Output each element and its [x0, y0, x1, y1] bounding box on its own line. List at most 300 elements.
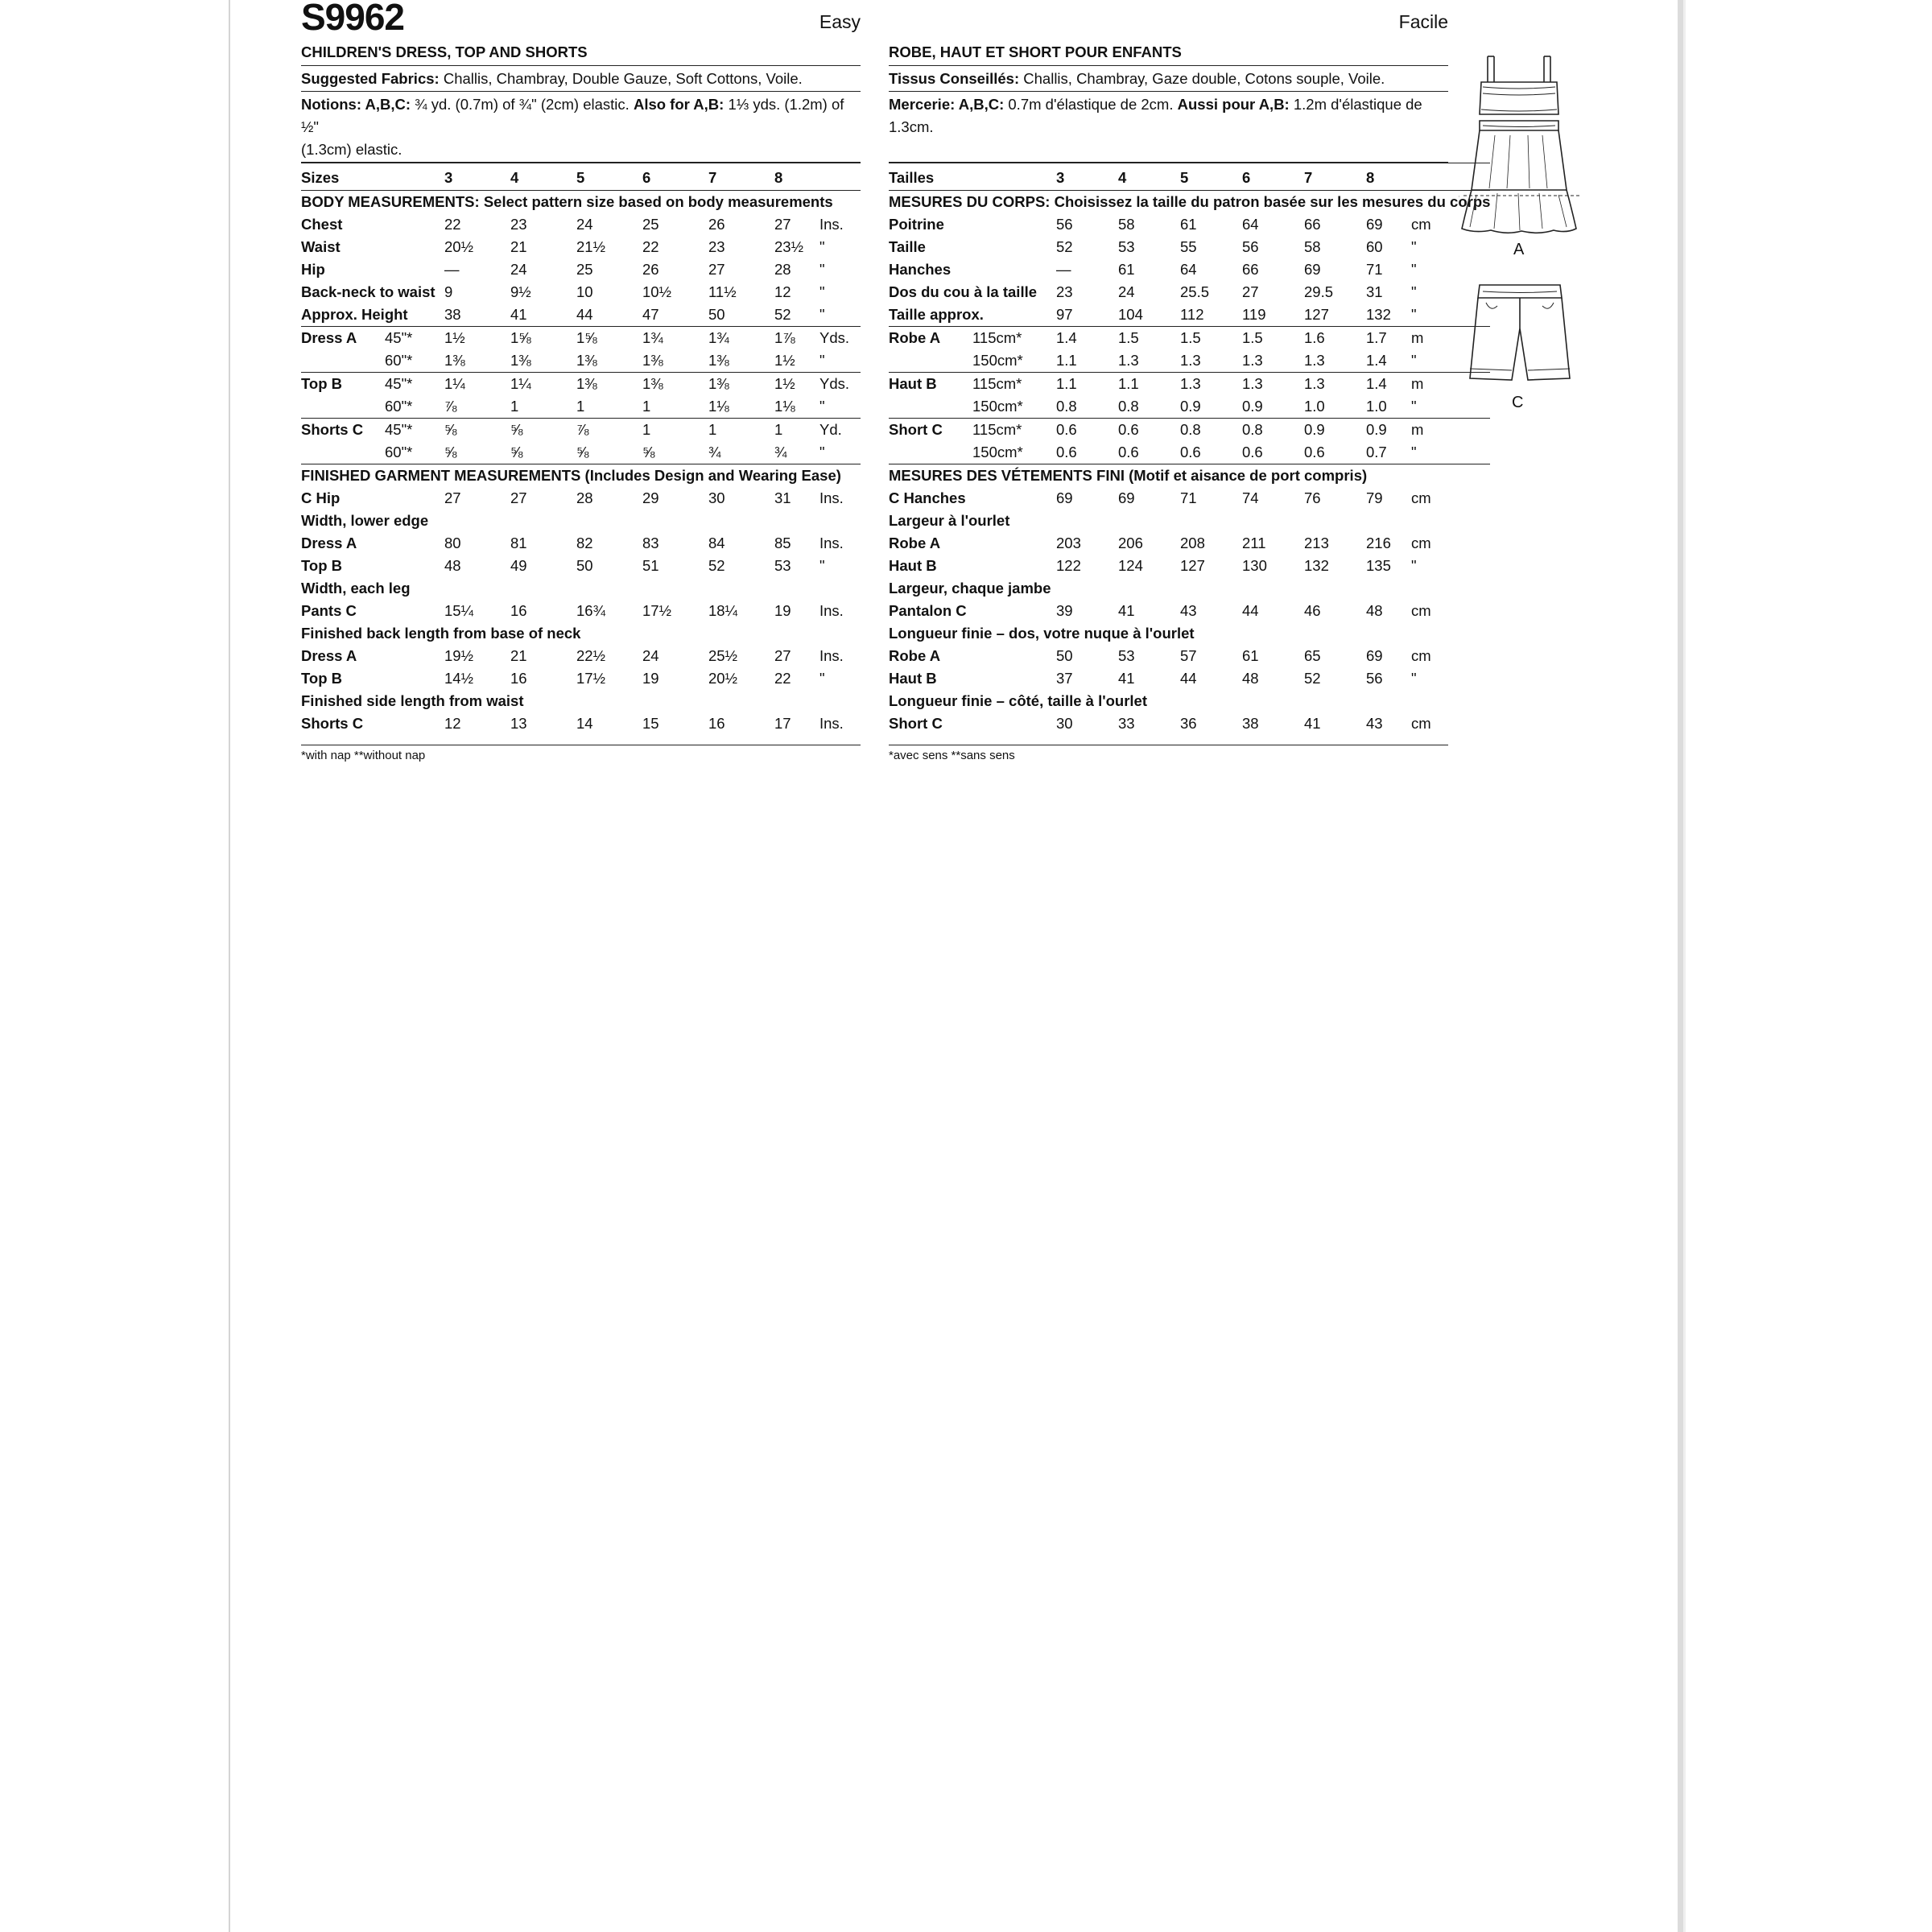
spacer-cell: [889, 395, 972, 419]
unit-cell: Ins.: [819, 602, 844, 619]
value-cell: 69: [1118, 489, 1135, 506]
french-measurement-table: [889, 163, 1490, 735]
body-measurement-row: [889, 303, 1490, 327]
finished-subheading: Longueur finie – dos, votre nuque à l'ourlet: [889, 625, 1195, 642]
body-measurements-heading-row: [301, 191, 861, 214]
unit-cell: m: [1411, 373, 1490, 396]
body-measurements-heading-row: [889, 191, 1490, 214]
notions-label-fr: Mercerie: A,B,C:: [889, 96, 1005, 113]
row-label: Short C: [889, 715, 943, 732]
fabric-width: 60"*: [385, 398, 413, 415]
value-cell: 56: [1366, 670, 1383, 687]
value-cell: 52: [708, 557, 725, 574]
value-cell: 1: [708, 419, 774, 442]
value-cell: 57: [1180, 647, 1197, 664]
value-cell: 0.6: [1304, 444, 1325, 460]
finished-measurement-row: [889, 667, 1490, 690]
unit-cell: cm: [1411, 715, 1431, 732]
unit-cell: ": [1411, 283, 1417, 300]
finished-subheading: Largeur à l'ourlet: [889, 512, 1010, 529]
row-label: Top B: [301, 557, 343, 574]
finished-measurements-heading: FINISHED GARMENT MEASUREMENTS (Includes Design and Wearing Ease): [301, 464, 861, 488]
unit-cell: Ins.: [819, 489, 844, 506]
value-cell: 1¾: [708, 327, 774, 350]
yardage-row: [301, 327, 861, 350]
value-cell: 23: [1056, 283, 1073, 300]
value-cell: 16: [510, 602, 527, 619]
unit-cell: Ins.: [819, 647, 844, 664]
unit-cell: ": [1411, 261, 1417, 278]
value-cell: 0.9: [1304, 419, 1366, 442]
value-cell: 41: [510, 306, 527, 323]
size-header: 8: [774, 163, 819, 191]
row-label: Pantalon C: [889, 602, 967, 619]
unit-cell: ": [1411, 306, 1417, 323]
value-cell: 71: [1180, 489, 1197, 506]
row-label: Dos du cou à la taille: [889, 283, 1038, 300]
value-cell: 53: [1118, 238, 1135, 255]
size-header: 4: [510, 163, 576, 191]
size-header: 7: [1304, 163, 1366, 191]
value-cell: 39: [1056, 602, 1073, 619]
value-cell: 127: [1304, 306, 1329, 323]
unit-cell: ": [819, 352, 825, 369]
value-cell: ¾: [774, 444, 787, 460]
value-cell: 1¼: [444, 373, 510, 396]
value-cell: 1.0: [1304, 398, 1325, 415]
body-measurement-row: [301, 236, 861, 258]
row-label: C Hip: [301, 489, 341, 506]
row-label: Chest: [301, 216, 343, 233]
value-cell: 0.9: [1180, 398, 1201, 415]
label-a: A: [1513, 241, 1525, 258]
value-cell: 41: [1118, 602, 1135, 619]
value-cell: 1: [510, 398, 519, 415]
value-cell: 21: [510, 647, 527, 664]
value-cell: 1½: [774, 373, 819, 396]
notions-text-2-fr: 1.2m d'élastique de 1.3cm.: [889, 96, 1422, 135]
finished-measurement-row: [889, 712, 1490, 735]
value-cell: 1⅜: [708, 373, 774, 396]
value-cell: 11½: [708, 283, 737, 300]
fabric-width: 115cm*: [972, 327, 1056, 350]
value-cell: ⅞: [444, 398, 457, 415]
unit-cell: Yds.: [819, 373, 861, 396]
unit-cell: Ins.: [819, 535, 844, 551]
value-cell: 25½: [708, 647, 738, 664]
value-cell: 19: [642, 670, 659, 687]
row-label: Back-neck to waist: [301, 283, 436, 300]
row-label: Shorts C: [301, 715, 364, 732]
unit-cell: ": [1411, 670, 1417, 687]
value-cell: 1.6: [1304, 327, 1366, 350]
french-header: [889, 0, 1448, 39]
value-cell: 15¼: [444, 602, 474, 619]
value-cell: 56: [1056, 216, 1073, 233]
row-label: Waist: [301, 238, 341, 255]
value-cell: 61: [1180, 216, 1197, 233]
value-cell: 74: [1242, 489, 1259, 506]
value-cell: 30: [708, 489, 725, 506]
value-cell: 1.1: [1118, 373, 1180, 396]
finished-subheading: Width, each leg: [301, 580, 411, 597]
value-cell: 28: [774, 261, 791, 278]
value-cell: 36: [1180, 715, 1197, 732]
value-cell: 12: [774, 283, 791, 300]
value-cell: 27: [774, 647, 791, 664]
yardage-row: [301, 373, 861, 396]
value-cell: 213: [1304, 535, 1329, 551]
unit-cell: cm: [1411, 535, 1431, 551]
row-label: Robe A: [889, 647, 941, 664]
value-cell: 23: [510, 216, 527, 233]
value-cell: 49: [510, 557, 527, 574]
value-cell: 1¼: [510, 373, 576, 396]
finished-measurements-heading: MESURES DES VÉTEMENTS FINI (Motif et aisance de port compris): [889, 464, 1490, 488]
unit-cell: m: [1411, 327, 1490, 350]
unit-cell: ": [1411, 398, 1417, 415]
fabric-width: 115cm*: [972, 419, 1056, 442]
yardage-row: [889, 395, 1490, 419]
size-header: 7: [708, 163, 774, 191]
value-cell: 1¾: [642, 327, 708, 350]
value-cell: 28: [576, 489, 593, 506]
difficulty-level-fr: Facile: [1398, 11, 1448, 32]
unit-cell: ": [819, 670, 825, 687]
body-measurement-row: [889, 281, 1490, 303]
finished-heading-row: [889, 464, 1490, 488]
pattern-code: S9962: [301, 0, 405, 38]
sizes-row: [301, 163, 861, 191]
value-cell: 0.8: [1242, 419, 1304, 442]
unit-cell: ": [819, 261, 825, 278]
unit-cell: cm: [1411, 647, 1431, 664]
body-measurement-row: [301, 258, 861, 281]
value-cell: ⅝: [642, 444, 655, 460]
value-cell: 52: [1056, 238, 1073, 255]
value-cell: 1⅜: [444, 352, 465, 369]
value-cell: 132: [1366, 306, 1391, 323]
body-measurement-row: [301, 303, 861, 327]
value-cell: 19½: [444, 647, 474, 664]
size-header: 6: [642, 163, 708, 191]
value-cell: 1.3: [1242, 352, 1263, 369]
value-cell: 26: [642, 261, 659, 278]
row-label: Haut B: [889, 670, 937, 687]
value-cell: 60: [1366, 238, 1383, 255]
yardage-row: [889, 373, 1490, 396]
row-label: Approx. Height: [301, 306, 408, 323]
value-cell: 1: [576, 398, 585, 415]
dress-top-illustration: [1462, 56, 1579, 233]
value-cell: 27: [510, 489, 527, 506]
spacer-cell: [301, 441, 385, 464]
value-cell: 97: [1056, 306, 1073, 323]
size-header: 6: [1242, 163, 1304, 191]
value-cell: 124: [1118, 557, 1143, 574]
size-header: 3: [444, 163, 510, 191]
value-cell: 33: [1118, 715, 1135, 732]
shorts-illustration: [1470, 285, 1570, 380]
unit-cell: ": [819, 444, 825, 460]
yardage-row: [889, 419, 1490, 442]
unit-cell: ": [819, 557, 825, 574]
value-cell: —: [444, 261, 460, 278]
yardage-row: [889, 441, 1490, 464]
value-cell: 29.5: [1304, 283, 1334, 300]
value-cell: ⅝: [510, 444, 523, 460]
value-cell: 0.8: [1180, 419, 1242, 442]
finished-measurement-row: [889, 600, 1490, 622]
value-cell: 16: [510, 670, 527, 687]
value-cell: 25: [642, 216, 659, 233]
value-cell: 1.5: [1242, 327, 1304, 350]
row-label: Dress A: [301, 535, 357, 551]
value-cell: 81: [510, 535, 527, 551]
value-cell: 122: [1056, 557, 1081, 574]
value-cell: 1⅜: [576, 352, 597, 369]
value-cell: 82: [576, 535, 593, 551]
finished-measurement-row: [301, 487, 861, 510]
value-cell: 53: [1118, 647, 1135, 664]
value-cell: 43: [1180, 602, 1197, 619]
french-column: [889, 0, 1491, 762]
spacer-cell: [972, 163, 1056, 191]
fabric-width: 150cm*: [972, 444, 1023, 460]
body-measurement-row: [301, 213, 861, 236]
value-cell: 0.6: [1118, 444, 1139, 460]
value-cell: 53: [774, 557, 791, 574]
value-cell: 50: [576, 557, 593, 574]
value-cell: 66: [1242, 261, 1259, 278]
garment-label: Shorts C: [301, 419, 385, 442]
notions-text-2: 1⅓ yds. (1.2m) of ½": [301, 96, 844, 135]
finished-measurement-row: [301, 667, 861, 690]
notions-also-label-fr: Aussi pour A,B:: [1177, 96, 1290, 113]
value-cell: 1: [774, 419, 819, 442]
suggested-fabrics: [301, 66, 861, 92]
value-cell: 1.4: [1056, 327, 1118, 350]
value-cell: 48: [1366, 602, 1383, 619]
sheet-left-edge: [229, 0, 230, 1932]
spacer-cell: [301, 395, 385, 419]
value-cell: 127: [1180, 557, 1205, 574]
yardage-row: [301, 349, 861, 373]
value-cell: 24: [1118, 283, 1135, 300]
row-label: Hanches: [889, 261, 952, 278]
finished-subheading: Largeur, chaque jambe: [889, 580, 1051, 597]
unit-cell: Yd.: [819, 419, 861, 442]
value-cell: 56: [1242, 238, 1259, 255]
value-cell: 0.6: [1056, 419, 1118, 442]
value-cell: 47: [642, 306, 659, 323]
value-cell: 50: [708, 306, 725, 323]
fabrics-text: Challis, Chambray, Double Gauze, Soft Cottons, Voile.: [443, 70, 803, 87]
finished-measurement-row: [301, 600, 861, 622]
value-cell: 1.1: [1056, 373, 1118, 396]
value-cell: 23: [708, 238, 725, 255]
row-label: Taille approx.: [889, 306, 984, 323]
english-header: [301, 0, 861, 39]
finished-subheading: Longueur finie – côté, taille à l'ourlet: [889, 692, 1148, 709]
value-cell: 17½: [642, 602, 672, 619]
fabric-width: 150cm*: [972, 398, 1023, 415]
value-cell: 104: [1118, 306, 1143, 323]
value-cell: 1.0: [1366, 398, 1387, 415]
value-cell: 1.3: [1118, 352, 1139, 369]
value-cell: 13: [510, 715, 527, 732]
value-cell: 0.6: [1118, 419, 1180, 442]
value-cell: 1⅜: [708, 352, 729, 369]
value-cell: 1.5: [1180, 327, 1242, 350]
value-cell: 66: [1304, 216, 1321, 233]
finished-measurement-row: [301, 712, 861, 735]
fabric-width: 45"*: [385, 373, 444, 396]
size-header: 4: [1118, 163, 1180, 191]
fabrics-text-fr: Challis, Chambray, Gaze double, Cotons souple, Voile.: [1023, 70, 1385, 87]
footnote-fr: *avec sens **sans sens: [889, 745, 1448, 762]
pattern-title: CHILDREN'S DRESS, TOP AND SHORTS: [301, 39, 861, 66]
value-cell: 216: [1366, 535, 1391, 551]
value-cell: 31: [774, 489, 791, 506]
value-cell: 0.6: [1180, 444, 1201, 460]
finished-measurement-row: [889, 577, 1490, 600]
sheet-right-edge: [1678, 0, 1683, 1932]
value-cell: 19: [774, 602, 791, 619]
value-cell: 1.3: [1180, 373, 1242, 396]
value-cell: 10: [576, 283, 593, 300]
unit-cell: cm: [1411, 602, 1431, 619]
value-cell: 25.5: [1180, 283, 1210, 300]
notions-fr: [889, 92, 1448, 163]
value-cell: 52: [1304, 670, 1321, 687]
finished-subheading: Finished side length from waist: [301, 692, 524, 709]
value-cell: 69: [1304, 261, 1321, 278]
finished-measurement-row: [301, 577, 861, 600]
value-cell: 0.6: [1056, 444, 1077, 460]
value-cell: 9: [444, 283, 453, 300]
value-cell: 0.8: [1056, 398, 1077, 415]
value-cell: 1⅞: [774, 327, 819, 350]
value-cell: 21½: [576, 238, 606, 255]
unit-cell: cm: [1411, 216, 1431, 233]
unit-cell: Ins.: [819, 216, 844, 233]
garment-label: Short C: [889, 419, 972, 442]
value-cell: 22: [444, 216, 461, 233]
finished-measurement-row: [301, 690, 861, 712]
body-measurement-row: [301, 281, 861, 303]
value-cell: 58: [1304, 238, 1321, 255]
value-cell: 61: [1242, 647, 1259, 664]
value-cell: ⅝: [444, 444, 457, 460]
value-cell: 1⅜: [642, 352, 663, 369]
value-cell: 24: [576, 216, 593, 233]
size-header: 5: [576, 163, 642, 191]
value-cell: 0.9: [1366, 419, 1411, 442]
value-cell: —: [1056, 261, 1071, 278]
value-cell: 9½: [510, 283, 531, 300]
value-cell: 41: [1304, 715, 1321, 732]
value-cell: 1⅜: [576, 373, 642, 396]
row-label: Dress A: [301, 647, 357, 664]
unit-cell: Ins.: [819, 715, 844, 732]
fabric-width: 45"*: [385, 419, 444, 442]
value-cell: 65: [1304, 647, 1321, 664]
finished-measurement-row: [889, 690, 1490, 712]
fabric-width: 150cm*: [972, 352, 1023, 369]
finished-heading-row: [301, 464, 861, 488]
value-cell: 1: [642, 419, 708, 442]
value-cell: 16: [708, 715, 725, 732]
value-cell: 22: [642, 238, 659, 255]
value-cell: 69: [1366, 216, 1383, 233]
row-label: C Hanches: [889, 489, 966, 506]
value-cell: 48: [444, 557, 461, 574]
value-cell: 211: [1242, 535, 1266, 551]
finished-measurement-row: [889, 622, 1490, 645]
unit-cell: ": [819, 283, 825, 300]
value-cell: 64: [1180, 261, 1197, 278]
value-cell: 46: [1304, 602, 1321, 619]
value-cell: 27: [1242, 283, 1259, 300]
value-cell: 64: [1242, 216, 1259, 233]
size-header: 8: [1366, 163, 1411, 191]
body-measurement-row: [889, 236, 1490, 258]
unit-cell: cm: [1411, 489, 1431, 506]
value-cell: 22: [774, 670, 791, 687]
value-cell: 1.4: [1366, 352, 1387, 369]
value-cell: 38: [1242, 715, 1259, 732]
value-cell: 58: [1118, 216, 1135, 233]
value-cell: 85: [774, 535, 791, 551]
value-cell: 44: [1180, 670, 1197, 687]
difficulty-level: Easy: [819, 11, 861, 32]
garment-illustrations: [1459, 47, 1636, 417]
value-cell: ⅝: [576, 444, 589, 460]
value-cell: 208: [1180, 535, 1205, 551]
unit-cell: m: [1411, 419, 1490, 442]
value-cell: 1⅝: [576, 327, 642, 350]
yardage-row: [889, 349, 1490, 373]
sizes-row: [889, 163, 1490, 191]
sizes-label: Sizes: [301, 163, 385, 191]
value-cell: 1⅝: [510, 327, 576, 350]
value-cell: 55: [1180, 238, 1197, 255]
value-cell: 20½: [444, 238, 474, 255]
value-cell: 0.7: [1366, 444, 1387, 460]
value-cell: 22½: [576, 647, 606, 664]
size-header: 5: [1180, 163, 1242, 191]
value-cell: 1.3: [1304, 373, 1366, 396]
label-c: C: [1512, 394, 1524, 411]
row-label: Haut B: [889, 557, 937, 574]
value-cell: 18¼: [708, 602, 738, 619]
yardage-row: [889, 327, 1490, 350]
value-cell: 206: [1118, 535, 1143, 551]
value-cell: 0.8: [1118, 398, 1139, 415]
value-cell: 1.1: [1056, 352, 1077, 369]
value-cell: 10½: [642, 283, 672, 300]
value-cell: 50: [1056, 647, 1073, 664]
value-cell: 52: [774, 306, 791, 323]
value-cell: 27: [774, 216, 791, 233]
unit-cell: ": [819, 238, 825, 255]
value-cell: 21: [510, 238, 527, 255]
value-cell: 69: [1056, 489, 1073, 506]
finished-subheading: Width, lower edge: [301, 512, 429, 529]
value-cell: 14½: [444, 670, 474, 687]
finished-measurement-row: [889, 510, 1490, 532]
